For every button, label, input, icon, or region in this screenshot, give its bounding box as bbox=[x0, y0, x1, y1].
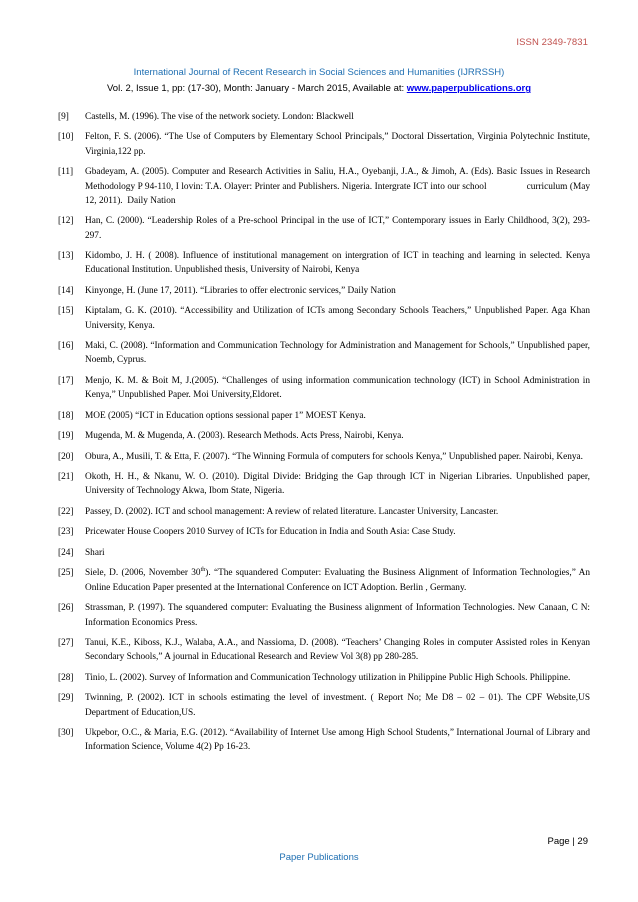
reference-item bbox=[48, 339, 590, 368]
superscript-ordinal: th bbox=[200, 567, 206, 574]
page-number: Page | 29 bbox=[547, 836, 588, 847]
reference-item bbox=[48, 110, 590, 124]
reference-item bbox=[48, 546, 590, 560]
issue-info-text: Vol. 2, Issue 1, pp: (17-30), Month: January - March 2015, Available at: bbox=[107, 83, 407, 94]
reference-text: Gbadeyam, A. (2005). Computer and Research Activities in Saliu, H.A., Oyebanji, J.A., & Jimoh, A. (Eds). Basic Issues in Research Methodology P 94-110, I lovin: T.A. Olayer: Printer and Publishers. Nigeria. Intergrate ICT into our school curriculum (May 12, 2011). Daily Nation bbox=[85, 167, 593, 206]
reference-text: Strassman, P. (1997). The squandered computer: Evaluating the Business alignment of Information Technologies. New Canaan, C N: Information Economics Press. bbox=[85, 603, 590, 628]
reference-number: [13] bbox=[58, 251, 74, 262]
reference-item bbox=[48, 636, 590, 665]
reference-text: Tinio, L. (2002). Survey of Information and Communication Technology utilization in Philippine Public High Schools. Philippine. bbox=[85, 672, 571, 683]
reference-number: [27] bbox=[58, 637, 74, 648]
reference-item bbox=[48, 284, 590, 298]
reference-text: Menjo, K. M. & Boit M, J.(2005). “Challenges of using information communication technology (ICT) in School Administration in Kenya,” Unpublished Paper. Moi University,Eldoret. bbox=[85, 375, 590, 401]
reference-number: [15] bbox=[58, 306, 74, 317]
reference-text: MOE (2005) “ICT in Education options sessional paper 1” MOEST Kenya. bbox=[85, 410, 366, 421]
reference-number: [24] bbox=[58, 547, 74, 558]
reference-text-start: Siele, D. (2006, November 30 bbox=[85, 568, 201, 579]
reference-number: [30] bbox=[58, 728, 74, 739]
reference-item bbox=[48, 450, 590, 464]
website-link[interactable]: www.paperpublications.org bbox=[406, 83, 531, 94]
reference-number: [20] bbox=[58, 451, 74, 462]
journal-issue-info bbox=[0, 83, 638, 94]
reference-item bbox=[48, 525, 590, 539]
reference-text: Kinyonge, H. (June 17, 2011). “Libraries to offer electronic services,” Daily Nation bbox=[85, 285, 396, 296]
reference-item bbox=[48, 374, 590, 403]
reference-number: [12] bbox=[58, 216, 74, 227]
reference-text: Okoth, H. H., & Nkanu, W. O. (2010). Digital Divide: Bridging the Gap through ICT in Nigerian Libraries. Unpublished paper, University of Technology Akwa, Ibom State, Nigeria. bbox=[85, 472, 590, 497]
reference-number: [19] bbox=[58, 431, 74, 442]
reference-number: [23] bbox=[58, 527, 74, 538]
reference-item bbox=[48, 566, 590, 595]
reference-number: [18] bbox=[58, 410, 74, 421]
reference-item bbox=[48, 726, 590, 755]
reference-number: [26] bbox=[58, 603, 74, 614]
reference-item bbox=[48, 429, 590, 443]
reference-text: Kiptalam, G. K. (2010). “Accessibility and Utilization of ICTs among Secondary Schools Teachers,” Unpublished Paper. Aga Khan University, Kenya. bbox=[85, 306, 590, 331]
reference-number: [28] bbox=[58, 672, 74, 683]
reference-text: Felton, F. S. (2006). “The Use of Computers by Elementary School Principals,” Doctoral Dissertation, Virginia Polytechnic Institute, Virginia,122 pp. bbox=[85, 132, 590, 157]
reference-item bbox=[48, 691, 590, 720]
issn-label: ISSN 2349-7831 bbox=[516, 37, 588, 48]
reference-text: Han, C. (2000). “Leadership Roles of a Pre-school Principal in the use of ICT,” Contemporary issues in Early Childhood, 3(2), 293-297. bbox=[85, 216, 590, 241]
reference-number: [9] bbox=[58, 112, 69, 122]
reference-text: Tanui, K.E., Kiboss, K.J., Walaba, A.A., and Nassioma, D. (2008). “Teachers’ Changing Roles in computer Assisted roles in Kenyan Secondary Schools,” A journal in Educational Research and Review Vol 3(8) pp 280-285. bbox=[85, 637, 590, 663]
reference-item bbox=[48, 165, 593, 208]
reference-number: [25] bbox=[58, 568, 74, 579]
reference-item bbox=[48, 130, 590, 159]
reference-text: Passey, D. (2002). ICT and school management: A review of related literature. Lancaster University, Lancaster. bbox=[85, 506, 499, 517]
reference-text: Twinning, P. (2002). ICT in schools estimating the level of investment. ( Report No; Me D8 – 02 – 01). The CPF Website,US Department of Education,US. bbox=[85, 693, 590, 718]
journal-title: International Journal of Recent Research in Social Sciences and Humanities (IJRRSSH) bbox=[133, 67, 505, 78]
reference-item bbox=[48, 409, 590, 423]
reference-number: [17] bbox=[58, 375, 74, 386]
reference-text: Mugenda, M. & Mugenda, A. (2003). Research Methods. Acts Press, Nairobi, Kenya. bbox=[85, 431, 404, 442]
reference-number: [16] bbox=[58, 341, 74, 352]
reference-number: [11] bbox=[58, 167, 74, 178]
reference-text: Pricewater House Coopers 2010 Survey of ICTs for Education in India and South Asia: Case Study. bbox=[85, 527, 456, 538]
reference-number: [10] bbox=[58, 132, 74, 143]
reference-text: Ukpebor, O.C., & Maria, E.G. (2012). “Availability of Internet Use among High School Students,” International Journal of Library and Information Science, Volume 4(2) Pp 16-23. bbox=[85, 728, 590, 753]
reference-text: Obura, A., Musili, T. & Etta, F. (2007). “The Winning Formula of computers for schools Kenya,” Unpublished paper. Nairobi, Kenya. bbox=[85, 451, 583, 462]
reference-text: Maki, C. (2008). “Information and Communication Technology for Administration and Management for Schools,” Unpublished paper, Noemb, Cyprus. bbox=[85, 341, 590, 366]
reference-item bbox=[48, 470, 590, 499]
reference-number: [14] bbox=[58, 285, 74, 296]
reference-text: Kidombo, J. H. ( 2008). Influence of institutional management on intergration of ICT in teaching and learning in selected. Kenya Educational Institution. Unpublished thesis, University of Nairobi, Kenya bbox=[85, 251, 590, 276]
reference-text-end: ). “The squandered Computer: Evaluating the Business Alignment of Information Technologies,” An Online Education Paper presented at the International Conference on ICT Adoption. Berlin , Germany. bbox=[85, 568, 590, 593]
reference-item bbox=[48, 601, 590, 630]
publisher-footer: Paper Publications bbox=[279, 852, 359, 863]
reference-number: [21] bbox=[58, 472, 74, 483]
reference-number: [22] bbox=[58, 506, 74, 517]
reference-text: Shari bbox=[85, 547, 105, 558]
reference-item bbox=[48, 505, 590, 519]
reference-item bbox=[48, 249, 590, 278]
reference-list bbox=[48, 110, 593, 761]
reference-text: Castells, M. (1996). The vise of the network society. London: Blackwell bbox=[85, 112, 354, 122]
reference-item bbox=[48, 671, 590, 685]
reference-number: [29] bbox=[58, 693, 74, 704]
reference-item bbox=[48, 214, 590, 243]
reference-item bbox=[48, 304, 590, 333]
